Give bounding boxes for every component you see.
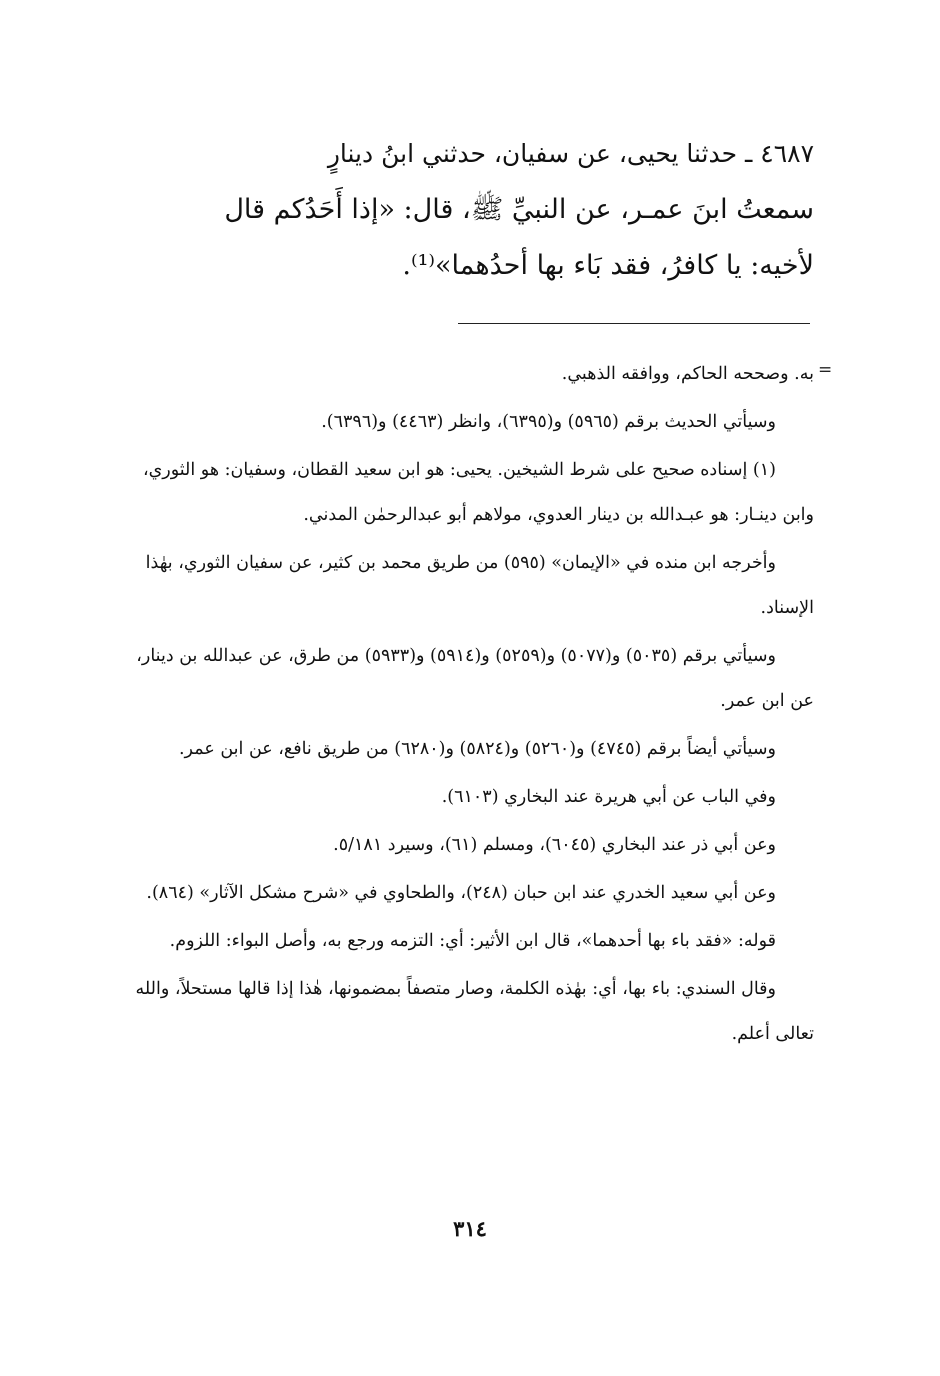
hadith-line-2: سمعتُ ابنَ عمـر، عن النبيِّ ﷺ، قال: «إذا أَحَدُكم قال bbox=[224, 194, 814, 225]
footnote-continuation-2: وسيأتي الحديث برقم (٥٩٦٥) و(٦٣٩٥)، وانظر (٤٤٦٣) و(٦٣٩٦). bbox=[321, 412, 776, 432]
footnotes bbox=[124, 352, 814, 1060]
footnote-paragraph-9: وقال السندي: باء بها، أي: بهٰذه الكلمة، وصار متصفاً بمضمونها، هٰذا إذا قالها مستحلاً، والله تعالى أعلم. bbox=[135, 979, 814, 1044]
footnote-1: (١) إسناده صحيح على شرط الشيخين. يحيى: هو ابن سعيد القطان، وسفيان: هو الثوري، وابن دينـار: هو عبـدالله بن دينار العدوي، مولاهم أبو عبدالرحمٰن المدني. bbox=[142, 460, 814, 525]
footnote-separator bbox=[458, 323, 810, 324]
footnote-paragraph-2: وأخرجه ابن منده في «الإيمان» (٥٩٥) من طريق محمد بن كثير، عن سفيان الثوري، بهٰذا الإسناد. bbox=[145, 553, 814, 618]
hadith-text bbox=[124, 126, 814, 294]
footnote-paragraph-8: قوله: «فقد باء بها أحدهما»، قال ابن الأثير: أي: التزمه ورجع به، وأصل البواء: اللزوم. bbox=[169, 931, 776, 951]
hadith-line-1: ٤٦٨٧ ـ حدثنا يحيى، عن سفيان، حدثني ابنُ دينارٍ bbox=[327, 139, 814, 168]
footnote-paragraph-5: وفي الباب عن أبي هريرة عند البخاري (٦١٠٣). bbox=[441, 787, 776, 807]
footnote-paragraph-6: وعن أبي ذر عند البخاري (٦٠٤٥)، ومسلم (٦١)، وسيرد ٥/١٨١. bbox=[333, 835, 776, 855]
footnote-continuation-1: به. وصححه الحاكم، ووافقه الذهبي. bbox=[561, 364, 814, 384]
continuation-mark: = bbox=[818, 360, 833, 380]
footnote-paragraph-3: وسيأتي برقم (٥٠٣٥) و(٥٠٧٧) و(٥٢٥٩) و(٥٩١٤) و(٥٩٣٣) من طرق، عن عبدالله بن دينار، عن ابن عمر. bbox=[136, 646, 814, 711]
footnote-paragraph-4: وسيأتي أيضاً برقم (٤٧٤٥) و(٥٢٦٠) و(٥٨٢٤) و(٦٢٨٠) من طريق نافع، عن ابن عمر. bbox=[178, 739, 776, 759]
page-number: ٣١٤ bbox=[453, 1216, 487, 1241]
footnote-paragraph-7: وعن أبي سعيد الخدري عند ابن حبان (٢٤٨)، والطحاوي في «شرح مشكل الآثار» (٨٦٤). bbox=[146, 883, 776, 903]
hadith-line-3: لأخيه: يا كافرُ، فقد بَاء بها أحدُهما»⁽¹⁾. bbox=[402, 250, 814, 281]
